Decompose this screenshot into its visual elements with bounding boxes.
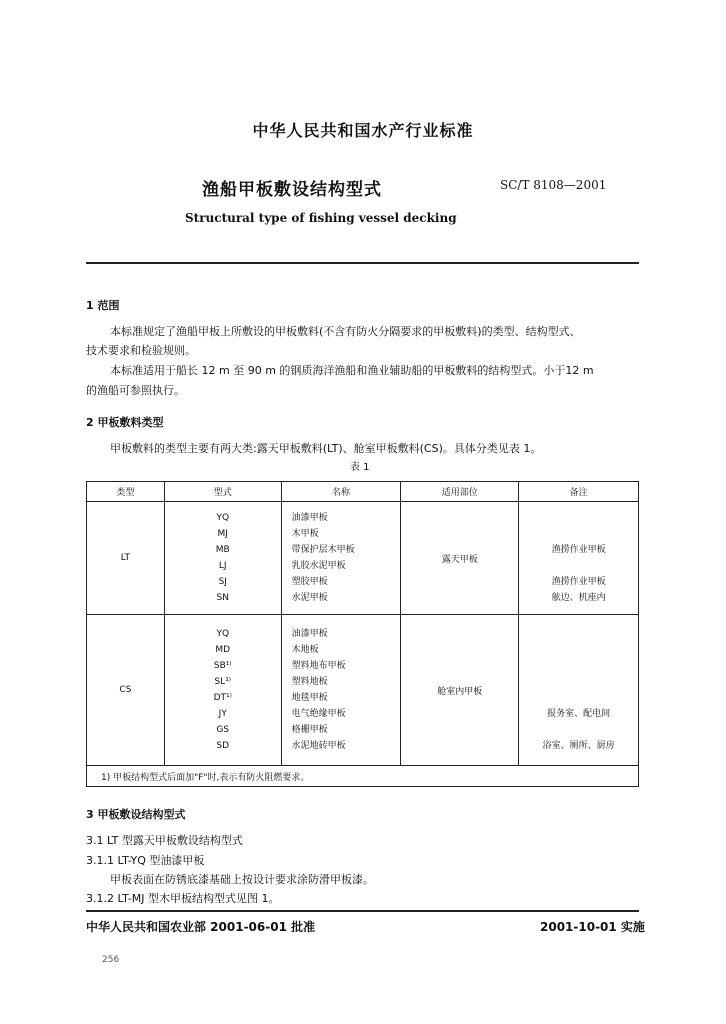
- lt-remark: [519, 510, 638, 526]
- header-rule: [86, 262, 639, 264]
- cs-form: SL¹⁾: [214, 677, 232, 687]
- lt-forms: [164, 502, 281, 615]
- cs-form: SB¹⁾: [213, 661, 232, 671]
- table-header-row: [87, 482, 639, 502]
- lt-remark: [519, 558, 638, 574]
- section-1-para-2b: 的渔船可参照执行。: [86, 384, 185, 397]
- cs-remark: [519, 658, 638, 674]
- cs-form: MD: [215, 645, 231, 655]
- cs-name: 油漆甲板: [291, 629, 328, 639]
- cs-remark: 浴室、厕所、厨房: [542, 741, 615, 751]
- page-number: 256: [102, 955, 120, 965]
- lt-name: 塑胶甲板: [291, 577, 328, 587]
- english-title: Structural type of fishing vessel decking: [185, 211, 457, 225]
- cs-form: GS: [216, 725, 230, 735]
- standard-organization: 中华人民共和国水产行业标准: [252, 121, 474, 140]
- cs-remark: [519, 674, 638, 690]
- lt-names: [281, 502, 401, 615]
- cs-form: JY: [218, 709, 227, 719]
- implementation-date: 2001-10-01 实施: [540, 920, 645, 934]
- group-type-lt: LT: [87, 502, 165, 615]
- cs-remark: 报务室、配电间: [547, 709, 611, 719]
- cs-form: YQ: [216, 629, 230, 639]
- lt-remark: 舷边、机座内: [551, 593, 606, 603]
- lt-form: SJ: [218, 577, 227, 587]
- title-row: [0, 175, 726, 199]
- section-1-para-1a: 本标准规定了渔船甲板上所敷设的甲板敷料(不含有防火分隔要求的甲板敷料)的类型、结构型式、: [110, 325, 581, 338]
- group-location-cs: 舱室内甲板: [401, 615, 519, 766]
- cs-name: 电气绝缘甲板: [291, 709, 346, 719]
- table-row-lt: [87, 502, 639, 615]
- lt-name: 乳胶水泥甲板: [291, 561, 346, 571]
- lt-name: 水泥甲板: [291, 593, 328, 603]
- cs-name: 塑料地板: [291, 677, 328, 687]
- section-3-1-1-para: 甲板表面在防锈底漆基础上按设计要求涂防滑甲板漆。: [110, 873, 374, 886]
- section-2-para: 甲板敷料的类型主要有两大类:露天甲板敷料(LT)、舱室甲板敷料(CS)。具体分类见表 1。: [110, 442, 542, 455]
- document-title: 渔船甲板敷设结构型式: [202, 180, 382, 200]
- cs-name: 地毯甲板: [291, 693, 328, 703]
- lt-form: SN: [216, 593, 229, 603]
- group-location-lt: 露天甲板: [401, 502, 519, 615]
- section-1-para-2a: 本标准适用于船长 12 m 至 90 m 的钢质海洋渔船和渔业辅助船的甲板敷料的结构型式。小于12 m: [110, 364, 594, 377]
- standard-code: SC/T 8108—2001: [500, 178, 607, 192]
- group-type-cs: CS: [87, 615, 165, 766]
- lt-remarks: [519, 502, 639, 615]
- cs-form: DT¹⁾: [213, 693, 232, 703]
- table-note-row: [87, 766, 639, 787]
- cs-forms: [164, 615, 281, 766]
- lt-remark: 渔捞作业甲板: [551, 577, 606, 587]
- table-footnote: 1) 甲板结构型式后面加"F"时,表示有防火阻燃要求。: [87, 766, 639, 787]
- lt-form: LJ: [218, 561, 227, 571]
- cs-name: 格栅甲板: [291, 725, 328, 735]
- cs-name: 木地板: [291, 645, 319, 655]
- section-3-heading: 3 甲板敷设结构型式: [86, 808, 186, 821]
- classification-table: [86, 481, 639, 787]
- lt-name: 油漆甲板: [291, 513, 328, 523]
- table-caption: 表 1: [350, 462, 370, 473]
- lt-form: MJ: [217, 529, 228, 539]
- col-header-type: 类型: [87, 482, 165, 502]
- section-2-heading: 2 甲板敷料类型: [86, 416, 164, 429]
- cs-remark: [519, 722, 638, 738]
- cs-remarks: [519, 615, 639, 766]
- cs-remark: [519, 642, 638, 658]
- section-3-1-heading: 3.1 LT 型露天甲板敷设结构型式: [86, 834, 243, 847]
- lt-remark: 渔捞作业甲板: [551, 545, 606, 555]
- lt-form: YQ: [216, 513, 230, 523]
- cs-form: SD: [216, 741, 230, 751]
- cs-remark: [519, 626, 638, 642]
- table-row-cs: [87, 615, 639, 766]
- lt-form: MB: [215, 545, 230, 555]
- col-header-remark: 备注: [519, 482, 639, 502]
- col-header-form: 型式: [164, 482, 281, 502]
- col-header-location: 适用部位: [401, 482, 519, 502]
- cs-names: [281, 615, 401, 766]
- lt-remark: [519, 526, 638, 542]
- col-header-name: 名称: [281, 482, 401, 502]
- section-1-heading: 1 范围: [86, 299, 120, 312]
- section-3-1-2-heading: 3.1.2 LT-MJ 型木甲板结构型式见图 1。: [86, 892, 280, 905]
- cs-name: 塑料地布甲板: [291, 661, 346, 671]
- section-3-1-1-heading: 3.1.1 LT-YQ 型油漆甲板: [86, 854, 205, 867]
- approval-date: 中华人民共和国农业部 2001-06-01 批准: [86, 920, 316, 934]
- lt-name: 带保护层木甲板: [291, 545, 355, 555]
- section-1-para-1b: 技术要求和检验规则。: [86, 344, 196, 357]
- footer-rule: [86, 910, 639, 912]
- cs-remark: [519, 690, 638, 706]
- lt-name: 木甲板: [291, 529, 319, 539]
- cs-name: 水泥地砖甲板: [291, 741, 346, 751]
